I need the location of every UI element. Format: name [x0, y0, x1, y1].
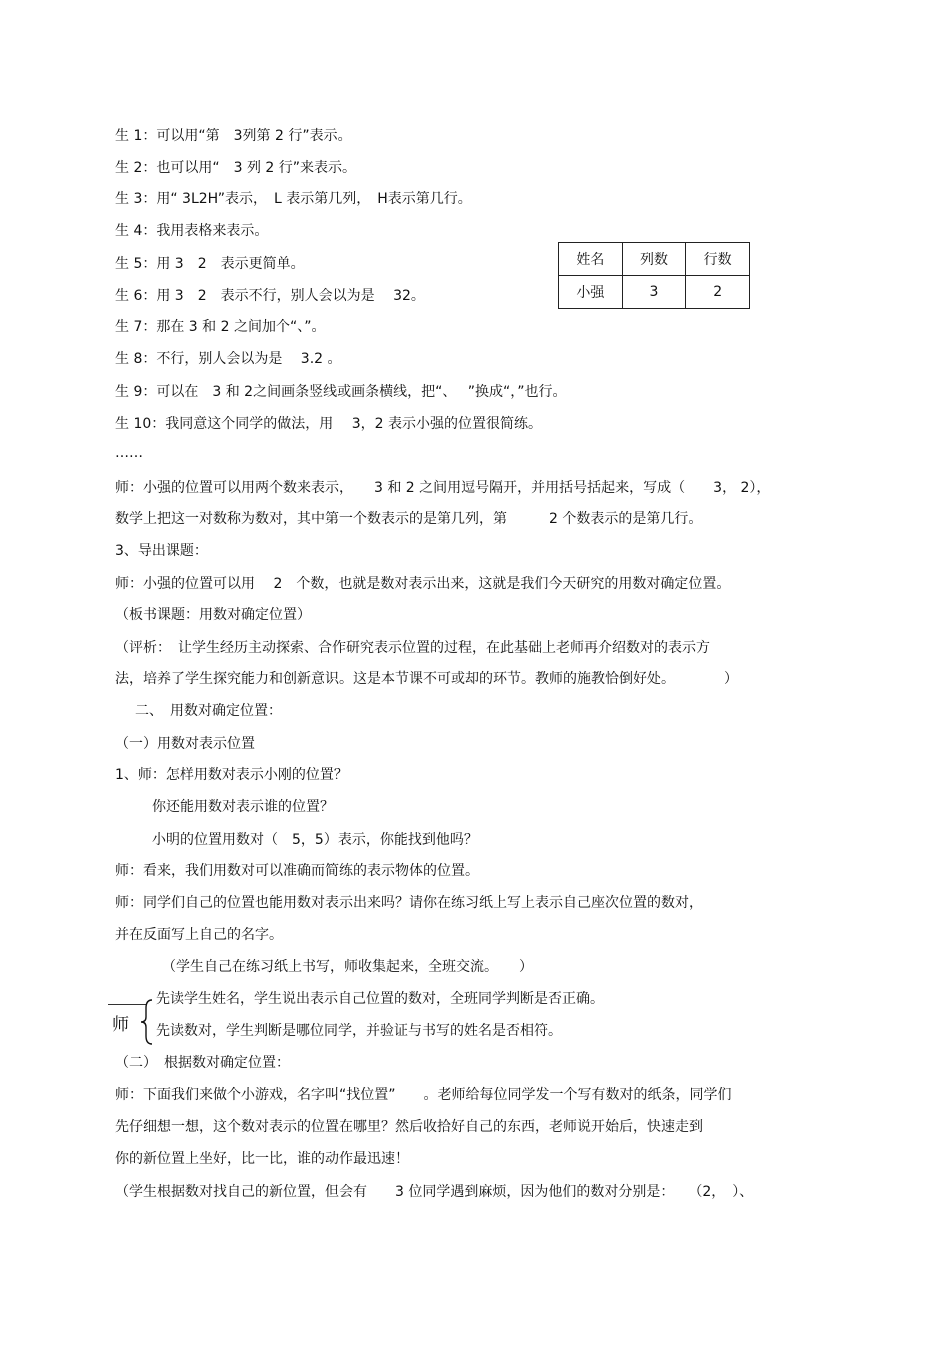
table-cell: 2: [686, 276, 750, 309]
text-line: 生 10：我同意这个同学的做法，用 3，2 表示小强的位置很简练。: [115, 416, 542, 432]
text-line: 你的新位置上坐好，比一比，谁的动作最迅速！: [115, 1151, 409, 1167]
table-row: [559, 276, 750, 309]
table-header-cell: 行数: [686, 243, 750, 276]
subsection-heading: （一）用数对表示位置: [115, 736, 255, 752]
text-line: 师：小强的位置可以用两个数来表示， 3 和 2 之间用逗号隔开，并用括号括起来，写成（ 3， 2），: [115, 480, 771, 496]
text-line: （学生根据数对找自己的新位置，但会有 3 位同学遇到麻烦，因为他们的数对分别是： （2， ）、: [115, 1184, 754, 1200]
table-cell: 3: [622, 276, 686, 309]
text-line: 先读学生姓名，学生说出表示自己位置的数对，全班同学判断是否正确。: [156, 991, 604, 1007]
table-header-cell: 姓名: [559, 243, 623, 276]
section-heading: 3、导出课题：: [115, 543, 208, 559]
text-line: 生 1：可以用“第 3列第 2 行”表示。: [115, 128, 352, 144]
text-line: 师：下面我们来做个小游戏，名字叫“找位置” 。老师给每位同学发一个写有数对的纸条，同学们: [115, 1087, 732, 1103]
subsection-heading: （二） 根据数对确定位置：: [115, 1055, 290, 1071]
text-line: （板书课题：用数对确定位置）: [115, 607, 311, 623]
text-line: 生 8：不行，别人会以为是 3.2 。: [115, 351, 342, 367]
text-line: 法，培养了学生探究能力和创新意识。这是本节课不可或却的环节。教师的施教恰倒好处。 ）: [115, 671, 738, 687]
position-table: [558, 242, 750, 309]
text-line: 先读数对，学生判断是哪位同学，并验证与书写的姓名是否相符。: [156, 1023, 562, 1039]
text-line: （学生自己在练习纸上书写，师收集起来，全班交流。 ）: [162, 959, 533, 975]
text-line: 生 9：可以在 3 和 2之间画条竖线或画条横线，把“、 ”换成“，”也行。: [115, 384, 567, 400]
text-line: 生 2：也可以用“ 3 列 2 行”来表示。: [115, 160, 357, 176]
text-line: 小明的位置用数对（ 5，5）表示，你能找到他吗？: [152, 832, 478, 848]
text-line: ……: [115, 445, 143, 461]
section-heading: 二、 用数对确定位置：: [135, 703, 282, 719]
text-line: 并在反面写上自己的名字。: [115, 927, 283, 943]
text-line: 数学上把这一对数称为数对，其中第一个数表示的是第几列，第 2 个数表示的是第几行。: [115, 511, 703, 527]
text-line: 生 3：用“ 3L2H”表示， L 表示第几列， H表示第几行。: [115, 191, 472, 207]
text-line: 师：看来，我们用数对可以准确而简练的表示物体的位置。: [115, 863, 479, 879]
text-line: 师：同学们自己的位置也能用数对表示出来吗？请你在练习纸上写上表示自己座次位置的数对，: [115, 895, 703, 911]
table-header-cell: 列数: [622, 243, 686, 276]
curly-brace-icon: [140, 998, 154, 1046]
text-line: 生 4：我用表格来表示。: [115, 223, 269, 239]
teacher-label: 师: [112, 1015, 129, 1035]
text-line: 先仔细想一想，这个数对表示的位置在哪里？然后收拾好自己的东西，老师说开始后，快速走到: [115, 1119, 703, 1135]
text-line: 生 6：用 3 2 表示不行，别人会以为是 32。: [115, 288, 425, 304]
text-line: 生 5：用 3 2 表示更简单。: [115, 256, 305, 272]
table-cell: 小强: [559, 276, 623, 309]
text-line: 师：小强的位置可以用 2 个数，也就是数对表示出来，这就是我们今天研究的用数对确定位置。: [115, 576, 731, 592]
text-line: 你还能用数对表示谁的位置？: [152, 799, 334, 815]
text-line: （评析： 让学生经历主动探索、合作研究表示位置的过程，在此基础上老师再介绍数对的表示方: [115, 640, 710, 656]
text-line: 生 7：那在 3 和 2 之间加个“、”。: [115, 319, 326, 335]
text-line: 1、师：怎样用数对表示小刚的位置？: [115, 767, 348, 783]
table-header-row: [559, 243, 750, 276]
